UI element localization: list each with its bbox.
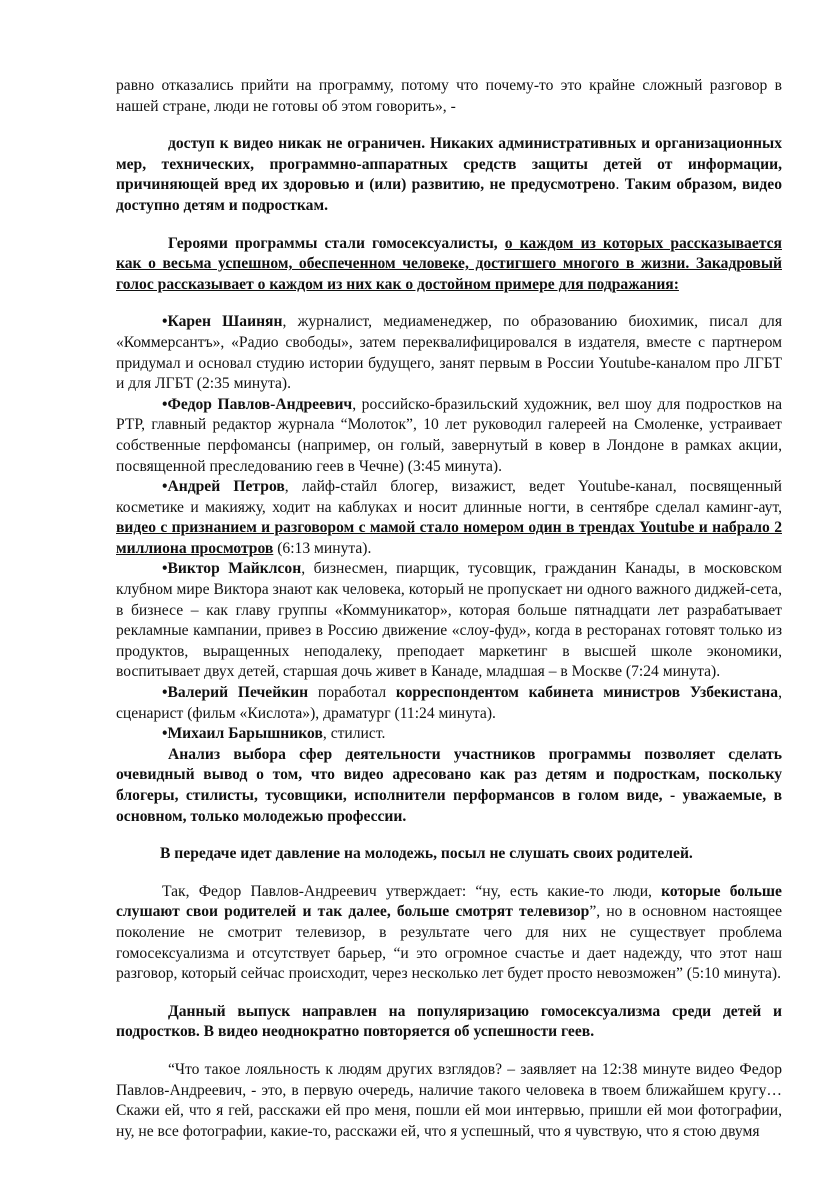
paragraph-heroes-intro: Героями программы стали гомосексуалисты, о каждом из которых рассказывается как о весьма успешном, обеспеченном человеке, достигшего многого в жизни. Закадровый голос рассказывает о каждом из них как о достойном примере для подражания:: [116, 234, 782, 293]
paragraph-pressure: В передаче идет давление на молодежь, посыл не слушать своих родителей.: [160, 845, 693, 863]
bullet-icon: •: [162, 313, 168, 331]
paragraph-intro-quote-end: равно отказались прийти на программу, потому что почему-то это крайне сложный разговор в нашей стране, люди не готовы об этом говорить», -: [116, 77, 782, 115]
hero-item-petrov: •Андрей Петров, лайф-стайл блогер, визажист, ведет Youtube-канал, посвященный косметике и макияжу, ходит на каблуках и носит длинные ногти, в сентябре сделал каминг-аут, видео с признанием и разговором с мамой стало номером один в трендах Youtube и набрало 2 миллиона просмотров (6:13 минута).: [116, 478, 783, 557]
bullet-icon: •: [162, 560, 168, 578]
bullet-icon: •: [162, 395, 168, 413]
document-page: [116, 76, 782, 1142]
bullet-icon: •: [162, 684, 168, 702]
hero-name: Валерий Печейкин: [167, 684, 309, 702]
access-bold-text: доступ к видео никак не ограничен. Никаких административных и организационных мер, технических, программно-аппаратных средств защиты детей от информации, причиняющей вред их здоровью и (или) развитию, не предусмотрено: [116, 135, 782, 194]
paragraph-popularization: Данный выпуск направлен на популяризацию гомосексуализма среди детей и подростков. В видео неоднократно повторяется об успешности геев.: [116, 1002, 782, 1041]
hero-item-maiklson: •Виктор Майклсон, бизнесмен, пиарщик, тусовщик, гражданин Канады, в московском клубном мире Виктора знают как человека, который не пропускает ни одного важного диджей-сета, в бизнесе – как главу группы «Коммуникатор», которая больше пятнадцати лет разрабатывает рекламные кампании, привез в Россию движение «слоу-фуд», когда в ресторанах готовят только из продуктов, выращенных неподалеку, преподает маркетинг в высшей школе экономики, воспитывает двух детей, старшая дочь живет в Канаде, младшая – в Москве (7:24 минута).: [116, 560, 782, 681]
hero-name: Карен Шаинян: [167, 313, 283, 331]
quote-bold-text: которые больше слушают свои родителей и так далее, больше смотрят телевизор: [116, 882, 782, 921]
bullet-icon: •: [162, 478, 168, 496]
hero-name: Федор Павлов-Андреевич: [167, 395, 353, 413]
paragraph-access: доступ к видео никак не ограничен. Никаких административных и организационных мер, технических, программно-аппаратных средств защиты детей от информации, причиняющей вред их здоровью и (или) развитию, не предусмотрено. Таким образом, видео доступно детям и подросткам.: [116, 135, 783, 214]
access-conclusion: Таким образом, видео доступно детям и подросткам.: [116, 176, 783, 214]
hero-name: Виктор Майклсон: [167, 560, 302, 578]
bullet-icon: •: [162, 725, 168, 743]
hero-name: Михаил Барышников: [167, 725, 323, 743]
hero-item-baryshnikov: •Михаил Барышников, стилист.: [162, 725, 386, 743]
hero-emphasis: видео с признанием и разговором с мамой стало номером один в трендах Youtube и набрало 2 миллиона просмотров: [116, 519, 782, 557]
paragraph-quote: Так, Федор Павлов-Андреевич утверждает: “ну, есть какие-то люди, которые больше слушают свои родителей и так далее, больше смотрят телевизор”, но в основном настоящее поколение не смотрит телевизор, в результате чего для них не существует проблема гомосексуализма и отсутствует барьер, “и это огромное счастье и дает надежду, что этот наш разговор, который сейчас происходит, через несколько лет будет просто невозможен” (5:10 минута).: [116, 882, 782, 983]
hero-name: Андрей Петров: [167, 478, 285, 496]
hero-item-pecheikin: •Валерий Печейкин поработал корреспондентом кабинета министров Узбекистана, сценарист (фильм «Кислота»), драматург (11:24 минута).: [116, 684, 782, 722]
heroes-underlined-text: о каждом из которых рассказывается как о весьма успешном, обеспеченном человеке, достигшего многого в жизни. Закадровый голос рассказывает о каждом из них как о достойном примере для подражания:: [116, 234, 782, 293]
hero-item-pavlov: •Федор Павлов-Андреевич, российско-бразильский художник, вел шоу для подростков на РТР, главный редактор журнала “Молоток”, 10 лет руководил галереей на Смоленке, устраивает собственные перфомансы (например, он голый, завернутый в ковер в Лондоне в рамках акции, посвященной преследованию геев в Чечне) (3:45 минута).: [116, 395, 782, 475]
hero-emphasis: корреспондентом кабинета министров Узбекистана: [395, 684, 779, 702]
hero-item-shainyan: •Карен Шаинян, журналист, медиаменеджер, по образованию биохимик, писал для «Коммерсантъ», «Радио свободы», затем переквалифицировался в издателя, вместе с партнером придумал и основал студию истории будущего, занят первым в России Youtube-каналом про ЛГБТ и для ЛГБТ (2:35 минута).: [116, 313, 782, 393]
paragraph-loyalty-quote: “Что такое лояльность к людям других взглядов? – заявляет на 12:38 минуте видео Федор Павлов-Андреевич, - это, в первую очередь, наличие такого человека в твоем ближайшем кругу… Скажи ей, что я гей, расскажи ей про меня, пошли ей мои интервью, пришли ей мои фотографии, ну, не все фотографии, какие-то, расскажи ей, что я успешный, что я чувствую, что я стою двумя: [116, 1060, 782, 1140]
paragraph-analysis: Анализ выбора сфер деятельности участников программы позволяет сделать очевидный вывод о том, что видео адресовано как раз детям и подросткам, поскольку блогеры, стилисты, тусовщики, исполнители перформансов в голом виде, - уважаемые, в основном, только молодежью профессии.: [116, 745, 782, 825]
